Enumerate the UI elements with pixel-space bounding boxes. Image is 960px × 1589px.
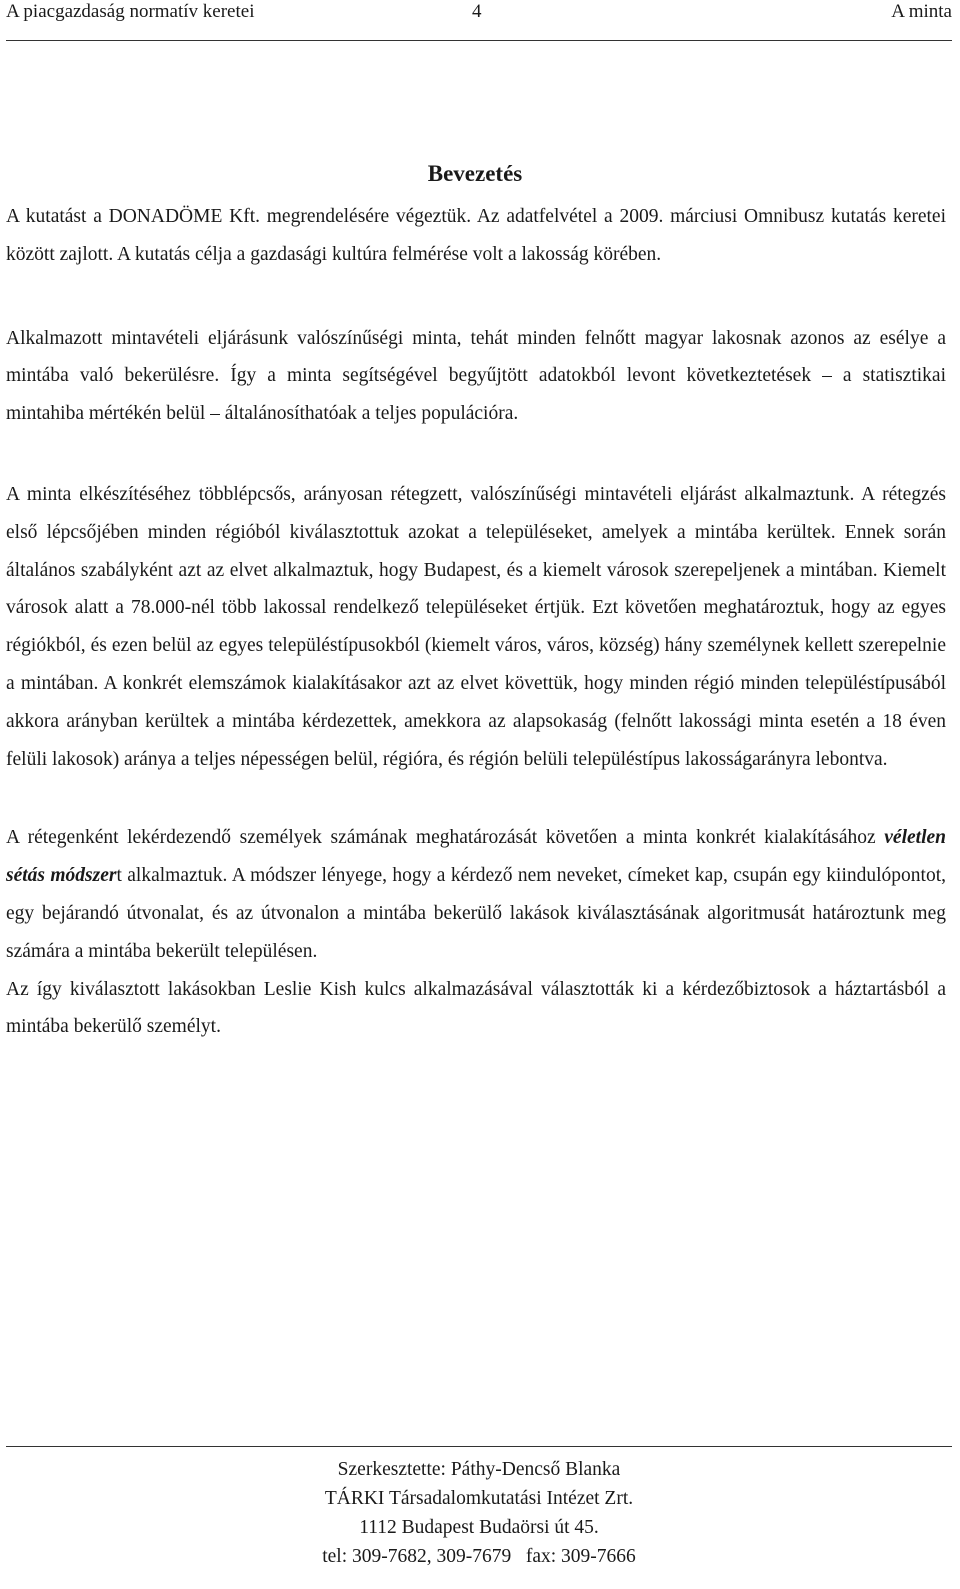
- section-heading: Bevezetés: [427, 161, 523, 186]
- footer-contact: tel: 309-7682, 309-7679 fax: 309-7666: [322, 1546, 636, 1567]
- document-body: [6, 198, 946, 1046]
- paragraph-random-walk: [6, 819, 946, 970]
- header-section-title: A minta: [891, 1, 952, 22]
- random-walk-text-after: t alkalmaztuk. A módszer lényege, hogy a kérdező nem neveket, címeket kap, csupán egy kiindulópontot, egy bejárandó útvonalat, és az útvonalon a mintába bekerülő lakások kiválasztásának algoritmusát határoztunk meg számára a mintába bekerült településen.: [6, 865, 946, 962]
- header-page-number: 4: [472, 1, 482, 22]
- page-header: [6, 0, 952, 41]
- paragraph-kish-key: Az így kiválasztott lakásokban Leslie Kish kulcs alkalmazásával választották ki a kérdezőbiztosok a háztartásból a mintába bekerülő személyt.: [6, 978, 946, 1038]
- random-walk-text-before: A rétegenként lekérdezendő személyek számának meghatározását követően a minta konkrét kialakításához: [6, 827, 885, 849]
- random-walk-emphasis: véletlen sétás módszer: [6, 827, 946, 887]
- page-footer: [6, 1446, 952, 1571]
- footer-editor: Szerkesztette: Páthy-Dencső Blanka: [337, 1459, 621, 1480]
- paragraph-intro: A kutatást a DONADÖME Kft. megrendelésére végeztük. Az adatfelvétel a 2009. márciusi Omnibusz kutatás keretei között zajlott. A kutatás célja a gazdasági kultúra felmérése volt a lakosság körében.: [6, 206, 946, 265]
- paragraph-sampling-method: Alkalmazott mintavételi eljárásunk valószínűségi minta, tehát minden felnőtt magyar lakosnak azonos az esélye a mintába való bekerülésre. Így a minta segítségével begyűjtött adatokból levont következtetések – a statisztikai mintahiba mértékén belül – általánosíthatóak a teljes populációra.: [6, 327, 946, 425]
- footer-institute: TÁRKI Társadalomkutatási Intézet Zrt.: [324, 1488, 634, 1509]
- footer-address: 1112 Budapest Budaörsi út 45.: [359, 1517, 599, 1538]
- paragraph-stratification: A minta elkészítéséhez többlépcsős, arányosan rétegzett, valószínűségi mintavételi eljárást alkalmaztunk. A rétegzés első lépcsőjében minden régióból kiválasztottuk azokat a településeket, amelyek a mintába kerültek. Ennek során általános szabályként azt az elvet alkalmaztuk, hogy Budapest, és a kiemelt városok szerepeljenek a mintában. Kiemelt városok alatt a 78.000-nél több lakossal rendelkező településeket értjük. Ezt követően meghatároztuk, hogy az egyes régiókból, és ezen belül az egyes településtípusokból (kiemelt város, város, község) hány személynek kellett szerepelnie a mintában. A konkrét elemszámok kialakításakor azt az elvet követtük, hogy minden régió minden településtípusából akkora arányban kerültek a mintába kérdezettek, amekkora az alapsokaság (felnőtt lakossági minta esetén a 18 éven felüli lakosok) aránya a teljes népességen belül, régióra, és régión belüli településtípus lakosságarányra lebontva.: [6, 483, 946, 770]
- header-document-title: A piacgazdaság normatív keretei: [6, 1, 255, 22]
